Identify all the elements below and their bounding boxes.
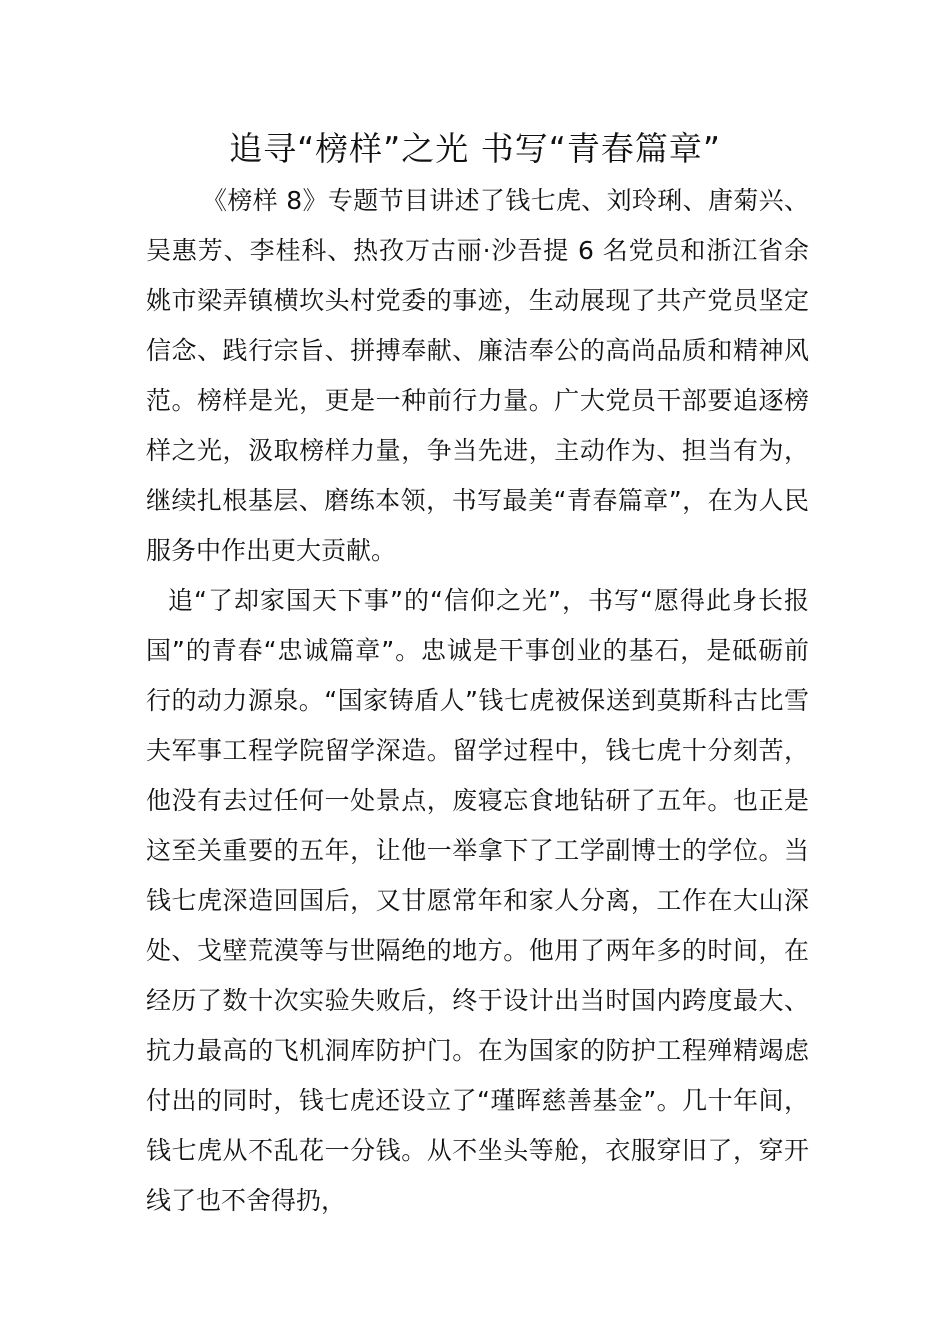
paragraph-intro: 《榜样 8》专题节目讲述了钱七虎、刘玲琍、唐菊兴、吴惠芳、李桂科、热孜万古丽·沙吾提 6 名党员和浙江省余姚市梁弄镇横坎头村党委的事迹，生动展现了共产党员坚定信念、践行宗旨、拼搏奉献、廉洁奉公的高尚品质和精神风范。榜样是光，更是一种前行力量。广大党员干部要追逐榜样之光，汲取榜样力量，争当先进，主动作为、担当有为，继续扎根基层、磨练本领，书写最美“青春篇章”，在为人民服务中作出更大贡献。 bbox=[146, 186, 809, 565]
document-body bbox=[146, 176, 809, 1226]
paragraph-loyalty: 追“了却家国天下事”的“信仰之光”，书写“愿得此身长报国”的青春“忠诚篇章”。忠诚是干事创业的基石，是砥砺前行的动力源泉。“国家铸盾人”钱七虎被保送到莫斯科古比雪夫军事工程学院留学深造。留学过程中，钱七虎十分刻苦，他没有去过任何一处景点，废寝忘食地钻研了五年。也正是这至关重要的五年，让他一举拿下了工学副博士的学位。当钱七虎深造回国后，又甘愿常年和家人分离，工作在大山深处、戈壁荒漠等与世隔绝的地方。他用了两年多的时间，在经历了数十次实验失败后，终于设计出当时国内跨度最大、抗力最高的飞机洞库防护门。在为国家的防护工程殚精竭虑付出的同时，钱七虎还设立了“瑾晖慈善基金”。几十年间，钱七虎从不乱花一分钱。从不坐头等舱，衣服穿旧了，穿开线了也不舍得扔， bbox=[146, 586, 809, 1215]
document-title: 追寻“榜样”之光 书写“青春篇章” bbox=[229, 129, 721, 168]
